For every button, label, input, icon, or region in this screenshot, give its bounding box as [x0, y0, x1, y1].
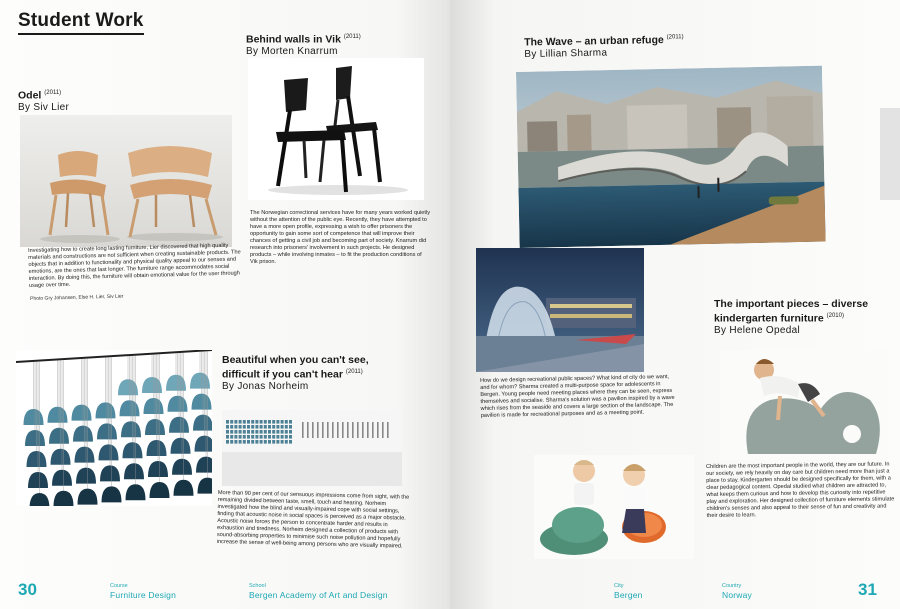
footer-city — [614, 583, 643, 600]
odel-heading — [18, 87, 218, 114]
pieces-heading — [714, 298, 900, 337]
beautiful-heading — [222, 354, 442, 393]
auditorium-render-photo — [222, 410, 402, 486]
wave-night-render — [476, 248, 644, 372]
pieces-body: Children are the most important people in the world, they are our future. In our society, we rely heavily on day care but children need more than just a place to stay. Kindergarten should be designed specifically for them, with a clear pedagogical content. Opedal studied what children are attracted to, what keeps them curious and how to develop this curiosity into repetitive play and exploration. Her designed collection of furniture elements stimulate children's senses and also appeal to their sense of fun and creativity and their desire to learn. — [706, 461, 895, 519]
odel-title: Odel — [18, 89, 42, 102]
children-cushions-photo — [534, 455, 694, 559]
footer-country-value: Norway — [722, 590, 753, 600]
footer-city-label: City — [614, 583, 624, 589]
pieces-title-line2: kindergarten furniture — [714, 312, 824, 325]
footer-course-value: Furniture Design — [110, 590, 177, 600]
vik-author: By Morten Knarrum — [246, 45, 338, 57]
beautiful-year: (2011) — [345, 369, 363, 375]
beautiful-title-line1: Beautiful when you can't see, — [222, 354, 369, 366]
footer-school-label: School — [249, 583, 266, 589]
footer-course — [110, 583, 176, 600]
vik-heading — [246, 31, 446, 58]
pieces-title-line1: The important pieces – diverse — [714, 298, 869, 310]
odel-photo-credit: Photo Gry Johansen, Else H. Lier, Siv Lier — [30, 293, 124, 302]
kindergarten-furniture-photo — [720, 350, 888, 460]
section-title: Student Work — [18, 10, 144, 35]
footer-school — [249, 583, 388, 600]
footer-course-label: Course — [110, 583, 128, 589]
vik-chair-photo — [248, 58, 424, 200]
footer-school-value: Bergen Academy of Art and Design — [249, 590, 388, 600]
beautiful-author: By Jonas Norheim — [222, 380, 309, 392]
odel-year: (2011) — [44, 90, 62, 96]
footer-country — [722, 583, 752, 600]
wave-pavilion-render — [516, 66, 826, 248]
beautiful-title-line2: difficult if you can't hear — [222, 368, 343, 381]
vik-body: The Norwegian correctional services have for many years worked quietly without the attention of the public eye. Recently, they have attempted to have a more open profile, expressing a wish to offer prisoners the opportunity to gain some sort of competence that will improve their chances of getting a civil job and becoming part of society. Knarrum did research into prisoners' involvement in such projects. He designed products – while involving inmates – to fit the production conditions of Vik prison. — [250, 210, 431, 265]
wave-author: By Lillian Sharma — [524, 47, 608, 60]
vik-year: (2011) — [343, 34, 361, 40]
right-page — [450, 0, 900, 609]
page-number-left: 30 — [18, 580, 37, 599]
wave-body: How do we design recreational public spaces? What kind of city do we want, and for whom? Sharma created a multi-purpose space for adolescents in Bergen. Young people need meeting places where they can be seen, express themselves and socialise. Sharma's solution was a pavilion inspired by a wave which rises from the seaside and covers a large section of the landscape. The pavilion is made for recreational purposes and as a meeting point. — [480, 374, 675, 419]
footer-city-value: Bergen — [614, 590, 643, 600]
page-edge-tab — [880, 108, 900, 200]
pieces-author: By Helene Opedal — [714, 324, 800, 336]
wave-heading — [524, 30, 764, 61]
wave-title: The Wave – an urban refuge — [524, 34, 664, 49]
page-number-right: 31 — [858, 580, 877, 599]
odel-author: By Siv Lier — [18, 101, 70, 113]
vik-title: Behind walls in Vik — [246, 33, 341, 46]
odel-body: Investigating how to create long lasting furniture, Lier discovered that high quality materials and constructions are not sufficient when creating sustainable products. The objects that in addition to functionality and physical quality appeal to our senses and emotions, are the ones that last longer. The furniture range accommodates social interaction. By doing this, the furniture will obtain emotional value for the user through usage over time. — [28, 242, 241, 289]
footer-country-label: Country — [722, 583, 742, 589]
wave-year: (2011) — [666, 34, 684, 41]
sound-absorbing-lamps-photo — [16, 350, 212, 506]
beautiful-body: More than 90 per cent of our sensuous impressions come from sight, with the remaining divided between taste, smell, touch and hearing. Norheim investigated how the blind and visually-impaired cope with social settings, finding that acoustic noise in social spaces is perceived as a major obstacle. Acoustic noise forces the person to concentrate harder and results in exhaustion and tiredness. Norheim designed a collection of products with sound-absorbing properties to minimise such noise pollution and hopefully increase the sense of well-being among persons who are visually impaired. — [216, 490, 410, 550]
pieces-year: (2010) — [826, 313, 844, 319]
odel-chairs-photo — [20, 115, 232, 247]
